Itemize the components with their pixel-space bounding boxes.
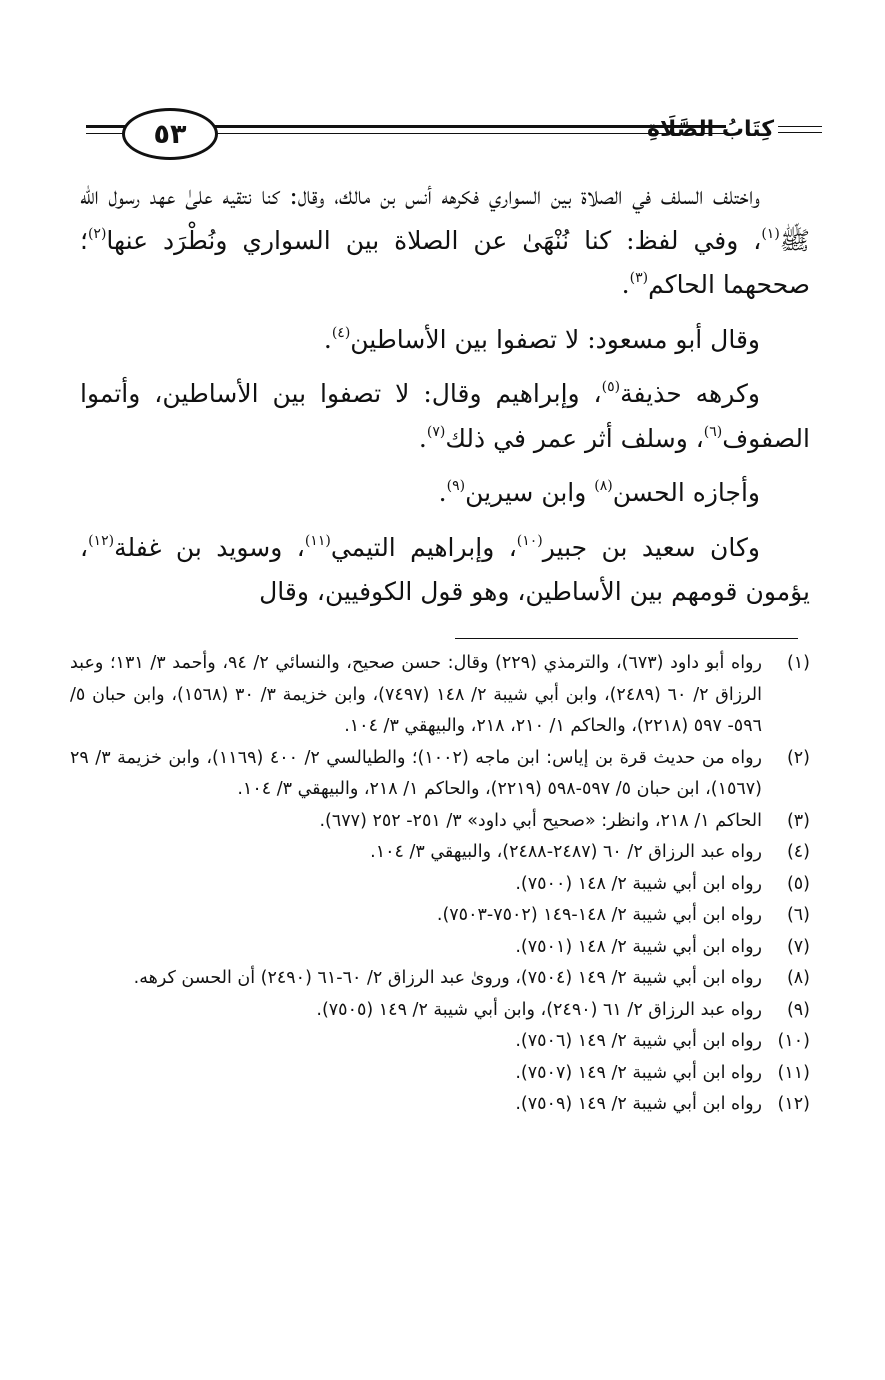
footnote-text: رواه ابن أبي شيبة ٢/ ١٤٨ (٧٥٠١). [515,936,762,957]
footnote-ref: (١١) [304,532,331,549]
footnote-text: رواه ابن أبي شيبة ٢/ ١٤٨ (٧٥٠٠). [515,873,762,894]
footnote-text: رواه ابن أبي شيبة ٢/ ١٤٩ (٧٥٠٦). [515,1031,762,1051]
body-paragraph [80,471,810,516]
text-run: وأجازه الحسن [612,478,760,507]
text-run: ، وسويد بن غفلة [114,532,305,562]
main-text [80,174,810,615]
page-number-badge [122,108,218,160]
text-run: . [438,478,447,507]
footnote-number: (٤) [786,842,810,862]
text-run: ؛ صححهما الحاكم [80,225,810,299]
footnote [70,963,810,995]
running-header [86,108,822,158]
text-run: وكرهه حذيفة [620,379,760,408]
footnote-text: رواه ابن أبي شيبة ٢/ ١٤٩ (٧٥٠٧). [515,1062,762,1083]
footnote [70,1026,810,1058]
footnote-ref: (٢) [87,225,107,242]
body-paragraph [80,174,810,308]
footnote-text: رواه من حديث قرة بن إياس: ابن ماجه (١٠٠٢)؛ والطيالسي ٢/ ٤٠٠ (١١٦٩)، وابن خزيمة ٣/ ٢٩ (١٥٦٧)، ابن حبان ٥/ ٥٩٧-٥٩٨ (٢٢١٩)، والحاكم ١/ ٢١٨، والبيهقي ٣/ ١٠٤. [70,747,762,799]
footnote-ref: (٧) [426,423,446,440]
footnote-text: رواه أبو داود (٦٧٣)، والترمذي (٢٢٩) وقال: حسن صحيح، والنسائي ٢/ ٩٤، وأحمد ٣/ ١٣١؛ وعبد الرزاق ٢/ ٦٠ (٢٤٨٩)، وابن أبي شيبة ٢/ ١٤٨ (٧٤٩٧)، وابن خزيمة ٣/ ٣٠ (١٥٦٨)، وابن حبان ٥/ ٥٩٦- ٥٩٧ (٢٢١٨)، والحاكم ١/ ٢١٠، ٢١٨، والبيهقي ٣/ ١٠٤. [70,653,762,736]
text-run: وابن سيرين [465,478,595,507]
footnote-number: (٥) [786,873,810,894]
text-run: وقال أبو مسعود: لا تصفوا بين الأساطين [350,324,760,354]
footnote [70,869,810,901]
page-number: ٥٣ [153,118,187,150]
footnote-text: رواه ابن أبي شيبة ٢/ ١٤٩ (٧٥٠٤)، وروىٰ عبد الرزاق ٢/ ٦٠-٦١ (٢٤٩٠) أن الحسن كرهه. [133,968,762,988]
footnote-text: الحاكم ١/ ٢١٨، وانظر: «صحيح أبي داود» ٣/ ٢٥١- ٢٥٢ (٦٧٧). [319,810,762,831]
footnote-number: (١٢) [777,1094,810,1114]
text-run: . [323,324,332,354]
text-run: واختلف السلف في الصلاة بين السواري فكرهه أنس بن مالك، وقال: كنا نتقيه علىٰ عهد رسول الله ﷺ [80,181,810,255]
footnote [70,995,810,1027]
footnote-number: (٣) [786,810,810,831]
footnote-ref: (١٢) [88,532,115,549]
footnote [70,743,810,806]
footnote-number: (٩) [786,999,810,1020]
body-paragraph [80,318,810,363]
footnote-ref: (٤) [331,324,351,341]
text-run: ، وإبراهيم وقال: لا تصفوا بين الأساطين، وأتموا الصفوف [80,379,810,453]
body-paragraph [80,372,810,461]
footnote-number: (٦) [786,905,810,925]
footnote-number: (٢) [786,747,810,768]
text-run: ، وإبراهيم التيمي [330,532,517,562]
footnote-text: رواه عبد الرزاق ٢/ ٦١ (٢٤٩٠)، وابن أبي شيبة ٢/ ١٤٩ (٧٥٠٥). [316,999,762,1020]
text-run: ، وفي لفظ: كنا نُنْهَىٰ عن الصلاة بين السواري ونُطْرَد عنها [106,225,762,255]
footnote-ref: (١) [761,225,780,242]
footnote-text: رواه ابن أبي شيبة ٢/ ١٤٨-١٤٩ (٧٥٠٢-٧٥٠٣). [436,905,762,925]
footnote-ref: (١٠) [516,532,543,549]
footnote [70,806,810,838]
footnote [70,900,810,932]
text-run: . [418,423,427,453]
footnote-ref: (٣) [629,270,649,286]
footnotes [70,648,810,1121]
footnote-ref: (٦) [703,423,723,440]
footnote-ref: (٨) [594,478,613,494]
footnote-text: رواه ابن أبي شيبة ٢/ ١٤٩ (٧٥٠٩). [515,1094,762,1114]
footnote-ref: (٩) [446,478,466,494]
body-paragraph [80,526,810,615]
footnote [70,837,810,869]
footnote-text: رواه عبد الرزاق ٢/ ٦٠ (٢٤٨٧-٢٤٨٨)، والبيهقي ٣/ ١٠٤. [370,842,762,862]
footnote-number: (١١) [777,1062,810,1083]
footnote-ref: (٥) [601,379,621,395]
text-run: ، وسلف أثر عمر في ذلك [445,423,704,453]
text-run: ، يؤمون قومهم بين الأساطين، وهو قول الكوفيين، وقال [80,532,810,606]
footnote [70,1058,810,1090]
text-run: وكان سعيد بن جبير [542,532,760,562]
footnote-number: (٨) [786,968,810,988]
footnote-separator [455,638,798,639]
footnote [70,1089,810,1121]
running-title: كِتَابُ الصَّلَاةِ [647,117,774,142]
footnote-number: (١) [786,653,810,673]
footnote-number: (٧) [786,936,810,957]
footnote [70,932,810,964]
footnote-number: (١٠) [777,1031,810,1051]
footnote [70,648,810,743]
text-run: . [621,270,630,299]
